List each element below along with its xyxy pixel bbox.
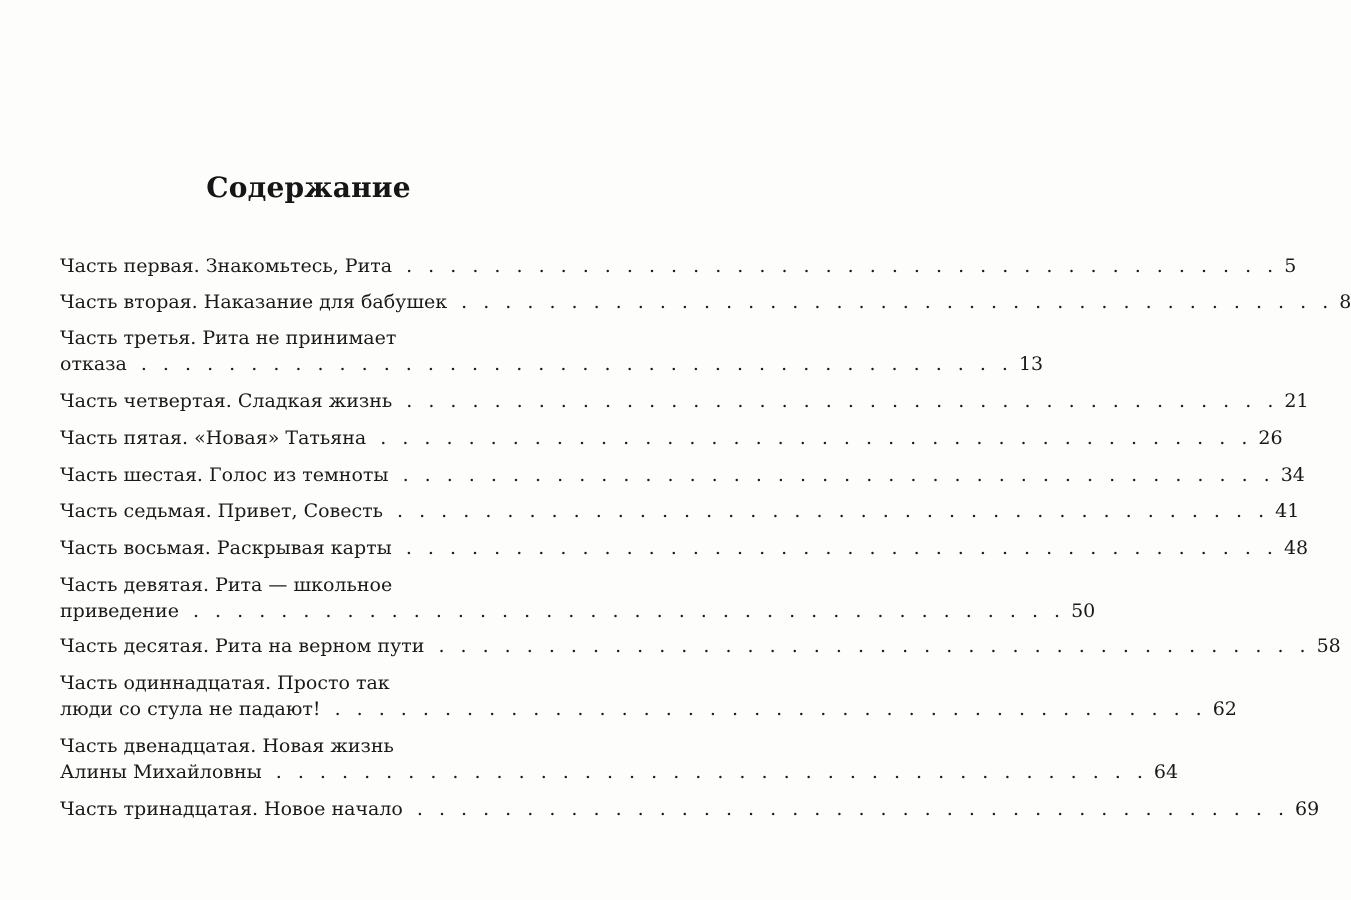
dot-leader: . . . . . . . . . . . . . . . . . . . . . . . . . . . . . . . . . . . . . . . . [438, 635, 1311, 657]
toc-entry [60, 733, 1179, 785]
toc-entry-title: Часть четвертая. Сладкая жизнь [60, 390, 393, 412]
toc-entry-title: Часть девятая. Рита — школьное [60, 574, 393, 596]
dot-leader: . . . . . . . . . . . . . . . . . . . . . . . . . . . . . . . . . . . . . . . . [380, 427, 1253, 449]
toc-entry-title: Часть одиннадцатая. Просто так [60, 672, 390, 694]
toc-entry [60, 498, 1300, 524]
toc-page-number: 26 [1258, 427, 1283, 449]
toc-entry-title: Часть первая. Знакомьтесь, Рита [60, 255, 393, 277]
toc-entry-title: Часть двенадцатая. Новая жизнь [60, 735, 394, 757]
toc-page-number: 50 [1071, 600, 1096, 622]
toc-entry-title: Часть третья. Рита не принимает [60, 327, 397, 349]
table-of-contents [60, 0, 1351, 900]
toc-entry-title: Часть десятая. Рита на верном пути [60, 635, 425, 657]
toc-page-number: 5 [1284, 255, 1297, 277]
toc-entry-title: Часть седьмая. Привет, Совесть [60, 500, 383, 522]
toc-entry-title-cont: отказа [60, 353, 127, 375]
toc-page-number: 64 [1153, 761, 1179, 783]
dot-leader: . . . . . . . . . . . . . . . . . . . . . . . . . . . . . . . . . . . . . . . . [402, 464, 1275, 486]
toc-entry [60, 670, 1237, 722]
toc-page-number: 13 [1018, 353, 1044, 375]
toc-entry [60, 535, 1309, 561]
toc-entry-title: Часть вторая. Наказание для бабушек [60, 291, 448, 313]
dot-leader: . . . . . . . . . . . . . . . . . . . . . . . . . . . . . . . . . . . . . . . . [334, 698, 1207, 720]
toc-entry [60, 289, 1351, 315]
toc-page-number: 34 [1280, 464, 1305, 486]
toc-entry [60, 388, 1309, 414]
dot-leader: . . . . . . . . . . . . . . . . . . . . . . . . . . . . . . . . . . . . . . . . [406, 255, 1279, 277]
dot-leader: . . . . . . . . . . . . . . . . . . . . . . . . . . . . . . . . . . . . . . . . [461, 291, 1334, 313]
toc-entry-title-cont: люди со стула не падают! [60, 698, 321, 720]
toc-entry-title: Часть пятая. «Новая» Татьяна [60, 427, 367, 449]
toc-page-number: 58 [1316, 635, 1341, 657]
toc-page-number: 62 [1212, 698, 1237, 720]
dot-leader: . . . . . . . . . . . . . . . . . . . . . . . . . . . . . . . . . . . . . . . . [406, 390, 1279, 412]
toc-entry [60, 462, 1305, 488]
toc-entry-title: Часть тринадцатая. Новое начало [60, 798, 403, 820]
toc-page-number: 21 [1284, 390, 1309, 412]
toc-entry-title-cont: приведение [60, 600, 179, 622]
toc-entry [60, 572, 1096, 624]
toc-entry [60, 633, 1341, 659]
toc-page-number: 8 [1339, 291, 1351, 313]
toc-entry-title: Часть шестая. Голос из темноты [60, 464, 389, 486]
dot-leader: . . . . . . . . . . . . . . . . . . . . . . . . . . . . . . . . . . . . . . . . [416, 798, 1289, 820]
toc-entry-title-cont: Алины Михайловны [60, 761, 262, 783]
dot-leader: . . . . . . . . . . . . . . . . . . . . . . . . . . . . . . . . . . . . . . . . [140, 353, 1013, 375]
toc-entry [60, 796, 1320, 822]
toc-page-number: 69 [1294, 798, 1320, 820]
dot-leader: . . . . . . . . . . . . . . . . . . . . . . . . . . . . . . . . . . . . . . . . [405, 537, 1278, 559]
toc-entry [60, 425, 1283, 451]
toc-entry-title: Часть восьмая. Раскрывая карты [60, 537, 392, 559]
page-title: Содержание [206, 171, 411, 204]
dot-leader: . . . . . . . . . . . . . . . . . . . . . . . . . . . . . . . . . . . . . . . . [397, 500, 1270, 522]
toc-page-number: 48 [1283, 537, 1309, 559]
toc-entry [60, 253, 1297, 279]
toc-page-number: 41 [1275, 500, 1300, 522]
dot-leader: . . . . . . . . . . . . . . . . . . . . . . . . . . . . . . . . . . . . . . . . [192, 600, 1066, 622]
toc-entry [60, 325, 1044, 377]
dot-leader: . . . . . . . . . . . . . . . . . . . . . . . . . . . . . . . . . . . . . . . . [275, 761, 1148, 783]
